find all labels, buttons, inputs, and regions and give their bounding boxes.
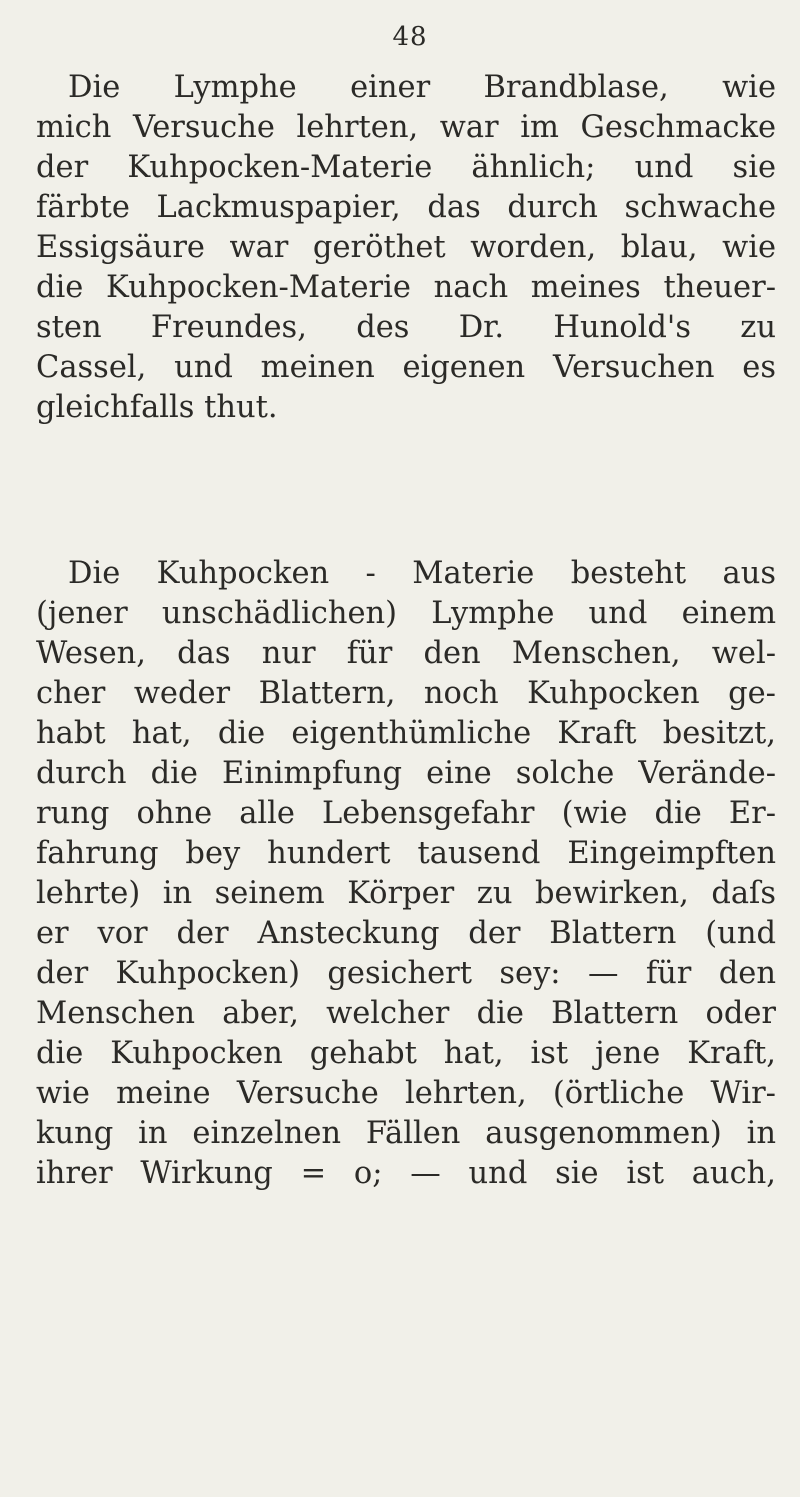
paragraph-2 (36, 554, 776, 1194)
text-line: lehrte) in seinem Körper zu bewirken, daſs (36, 876, 776, 911)
text-line: habt hat, die eigenthümliche Kraft besitzt, (36, 716, 776, 751)
text-line: die Kuhpocken gehabt hat, ist jene Kraft, (36, 1036, 776, 1071)
text-line: Cassel, und meinen eigenen Versuchen es (36, 350, 776, 385)
text-line: der Kuhpocken-Materie ähnlich; und sie (36, 150, 776, 185)
text-line: er vor der Ansteckung der Blattern (und (36, 916, 776, 951)
text-line: mich Versuche lehrten, war im Geschmacke (36, 110, 776, 145)
paragraph-1 (36, 68, 776, 428)
text-line: der Kuhpocken) gesichert sey: — für den (36, 956, 776, 991)
text-line: färbte Lackmuspapier, das durch schwache (36, 190, 776, 225)
page-number: 48 (392, 22, 428, 52)
text-line: die Kuhpocken-Materie nach meines theuer- (36, 270, 776, 305)
text-line: Die Kuhpocken - Materie besteht aus (68, 556, 776, 591)
text-line: cher weder Blattern, noch Kuhpocken ge- (36, 676, 776, 711)
text-line: sten Freundes, des Dr. Hunold's zu (36, 310, 776, 345)
text-line: (jener unschädlichen) Lymphe und einem (36, 596, 776, 631)
text-line: Essigsäure war geröthet worden, blau, wie (36, 230, 776, 265)
text-line: rung ohne alle Lebensgefahr (wie die Er- (36, 796, 776, 831)
text-line: Wesen, das nur für den Menschen, wel- (36, 636, 776, 671)
text-line: kung in einzelnen Fällen ausgenommen) in (36, 1116, 776, 1151)
text-line: wie meine Versuche lehrten, (örtliche Wir- (36, 1076, 776, 1111)
text-line: durch die Einimpfung eine solche Verände- (36, 756, 776, 791)
text-line: gleichfalls thut. (36, 390, 278, 425)
text-line: Menschen aber, welcher die Blattern oder (36, 996, 776, 1031)
text-line: Die Lymphe einer Brandblase, wie (68, 70, 776, 105)
text-line: fahrung bey hundert tausend Eingeimpften (36, 836, 776, 871)
text-line: ihrer Wirkung = o; — und sie ist auch, (36, 1156, 776, 1191)
